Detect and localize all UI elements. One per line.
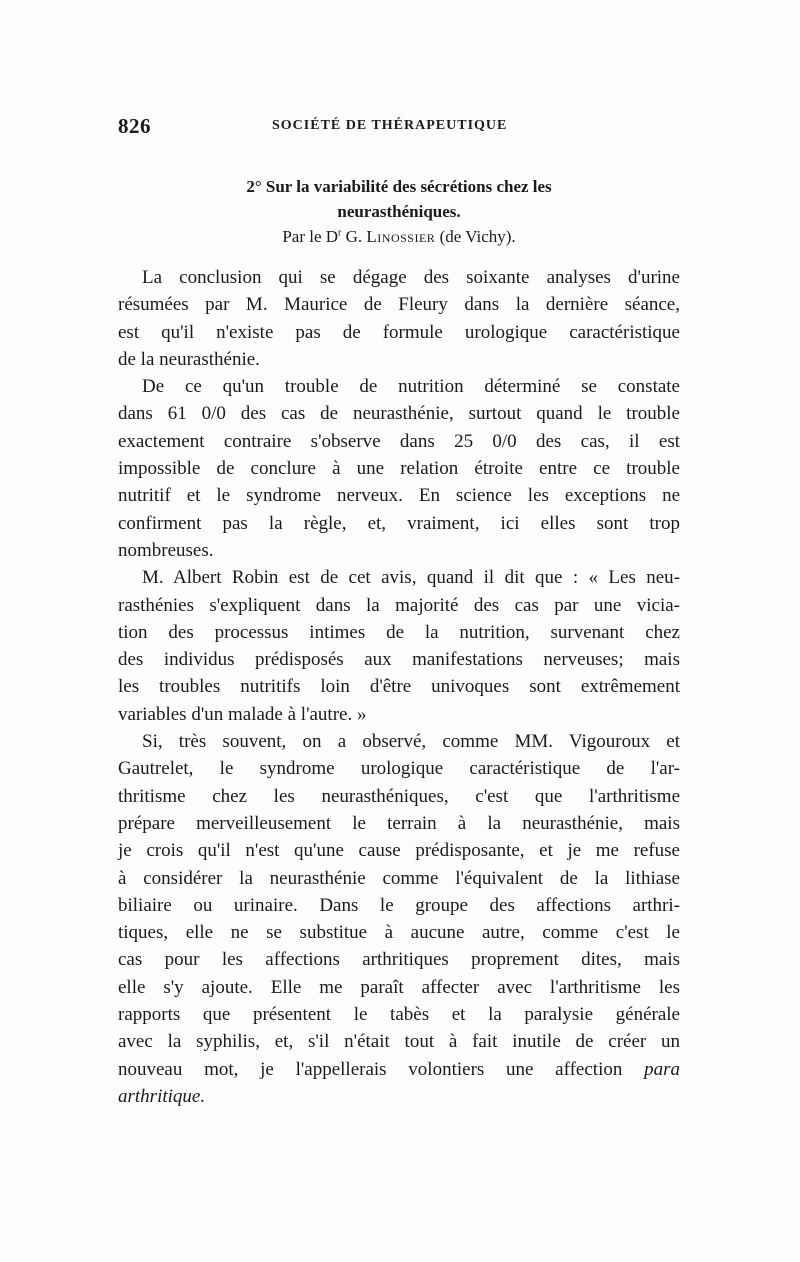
text-line: prépare merveilleusement le terrain à la neurasthénie, mais bbox=[118, 812, 680, 834]
article-title bbox=[118, 174, 680, 224]
text-line: rapports que présentent le tabès et la paralysie générale bbox=[118, 1004, 680, 1026]
text-line: nombreuses. bbox=[118, 539, 214, 561]
italic-final-line: arthritique. bbox=[118, 1085, 206, 1107]
text-line: de la neurasthénie. bbox=[118, 348, 260, 370]
text-line: confirment pas la règle, et, vraiment, ici elles sont trop bbox=[118, 512, 680, 534]
text-line: je crois qu'il n'est qu'une cause prédisposante, et je me refuse bbox=[118, 840, 680, 862]
article-body bbox=[118, 264, 680, 1110]
text-line: thritisme chez les neurasthéniques, c'est que l'arthritisme bbox=[118, 785, 680, 807]
byline-affiliation: (de Vichy). bbox=[435, 227, 516, 246]
text-line: cas pour les affections arthritiques proprement dites, mais bbox=[118, 949, 680, 971]
article-title-line: neurasthéniques. bbox=[337, 202, 461, 221]
author-name: Linossier bbox=[366, 227, 436, 246]
byline-prefix: Par le D bbox=[282, 227, 339, 246]
text-line: biliaire ou urinaire. Dans le groupe des affections arthri- bbox=[118, 894, 680, 916]
text-line: les troubles nutritifs loin d'être univoques sont extrêmement bbox=[118, 676, 680, 698]
paragraph-4 bbox=[118, 728, 680, 1110]
byline-title-sup: r bbox=[338, 227, 342, 239]
text-line: elle s'y ajoute. Elle me paraît affecter avec l'arthritisme les bbox=[118, 976, 680, 998]
text-line: Si, très souvent, on a observé, comme MM. Vigouroux et bbox=[142, 731, 680, 753]
paragraph-2 bbox=[118, 373, 680, 564]
text-line-with-italic-end bbox=[118, 1056, 680, 1083]
text-line: De ce qu'un trouble de nutrition déterminé se constate bbox=[142, 376, 680, 398]
byline-initial: G. bbox=[341, 227, 367, 246]
text-line: M. Albert Robin est de cet avis, quand il dit que : « Les neu- bbox=[142, 567, 680, 589]
text-line: avec la syphilis, et, s'il n'était tout à fait inutile de créer un bbox=[118, 1031, 680, 1053]
text-line: tion des processus intimes de la nutrition, survenant chez bbox=[118, 621, 680, 643]
text-line: impossible de conclure à une relation étroite entre ce trouble bbox=[118, 458, 680, 480]
running-head bbox=[118, 114, 688, 138]
text-line: dans 61 0/0 des cas de neurasthénie, surtout quand le trouble bbox=[118, 403, 680, 425]
text-line: exactement contraire s'observe dans 25 0/0 des cas, il est bbox=[118, 430, 680, 452]
paragraph-1 bbox=[118, 264, 680, 373]
article-title-line: 2° Sur la variabilité des sécrétions chez les bbox=[246, 177, 552, 196]
text-line: tiques, elle ne se substitue à aucune autre, comme c'est le bbox=[118, 922, 680, 944]
text-line: à considérer la neurasthénie comme l'équivalent de la lithiase bbox=[118, 867, 680, 889]
text-line: La conclusion qui se dégage des soixante analyses d'urine bbox=[142, 267, 680, 288]
text-line: Gautrelet, le syndrome urologique caractéristique de l'ar- bbox=[118, 758, 680, 780]
text-line: nutritif et le syndrome nerveux. En science les exceptions ne bbox=[118, 485, 680, 507]
byline bbox=[118, 227, 680, 247]
text-line: des individus prédisposés aux manifestations nerveuses; mais bbox=[118, 649, 680, 671]
text-line: variables d'un malade à l'autre. » bbox=[118, 703, 367, 725]
text-line-main: nouveau mot, je l'appellerais volontiers une affection bbox=[118, 1058, 623, 1080]
text-line: rasthénies s'expliquent dans la majorité des cas par une vicia- bbox=[118, 594, 680, 616]
text-line: résumées par M. Maurice de Fleury dans la dernière séance, bbox=[118, 294, 680, 316]
text-line: est qu'il n'existe pas de formule urologique caractéristique bbox=[118, 321, 680, 343]
page-number: 826 bbox=[118, 114, 151, 138]
italic-word: para bbox=[644, 1058, 680, 1080]
paragraph-3 bbox=[118, 564, 680, 728]
journal-title: SOCIÉTÉ DE THÉRAPEUTIQUE bbox=[272, 118, 508, 133]
